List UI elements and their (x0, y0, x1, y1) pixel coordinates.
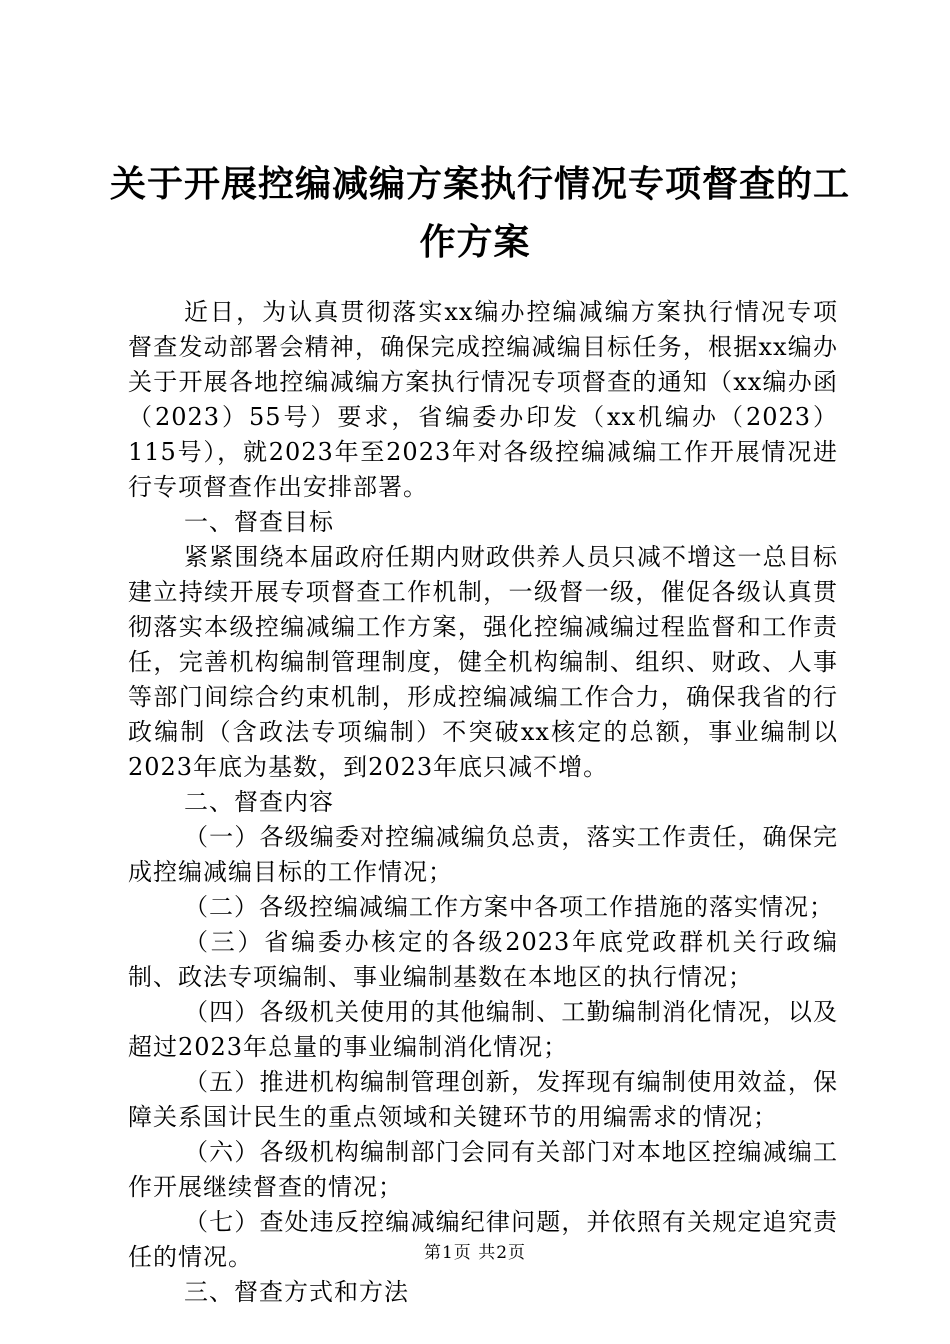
content-item-1: （一）各级编委对控编减编负总责，落实工作责任，确保完成控编减编目标的工作情况； (128, 823, 838, 886)
intro-paragraph: 近日，为认真贯彻落实xx编办控编减编方案执行情况专项督查发动部署会精神，确保完成控编减编目标任务，根据xx编办关于开展各地控编减编方案执行情况专项督查的通知（xx编办函（2023）55号）要求，省编委办印发（xx机编办（2023）115号），就2023年至2023年对各级控编减编工作开展情况进行专项督查作出安排部署。 (128, 298, 838, 501)
page-footer: 第1页 共2页 (423, 1243, 527, 1263)
content-item-3: （三）省编委办核定的各级2023年底党政群机关行政编制、政法专项编制、事业编制基数在本地区的执行情况； (128, 928, 838, 991)
section-heading-goals: 一、督查目标 (184, 508, 334, 536)
content-item-7: （七）查处违反控编减编纪律问题，并依照有关规定追究责任的情况。 (128, 1208, 838, 1271)
content-item-5: （五）推进机构编制管理创新，发挥现有编制使用效益，保障关系国计民生的重点领域和关键环节的用编需求的情况； (128, 1068, 838, 1131)
content-item-2: （二）各级控编减编工作方案中各项工作措施的落实情况； (184, 893, 834, 921)
goals-paragraph: 紧紧围绕本届政府任期内财政供养人员只减不增这一总目标建立持续开展专项督查工作机制，一级督一级，催促各级认真贯彻落实本级控编减编工作方案，强化控编减编过程监督和工作责任，完善机构编制管理制度，健全机构编制、组织、财政、人事等部门间综合约束机制，形成控编减编工作合力，确保我省的行政编制（含政法专项编制）不突破xx核定的总额，事业编制以2023年底为基数，到2023年底只减不增。 (128, 543, 838, 781)
document-title-line-1: 关于开展控编减编方案执行情况专项督查的工 (110, 164, 851, 205)
content-item-6: （六）各级机构编制部门会同有关部门对本地区控编减编工作开展继续督查的情况； (128, 1138, 838, 1201)
content-item-4: （四）各级机关使用的其他编制、工勤编制消化情况，以及超过2023年总量的事业编制消化情况； (128, 998, 838, 1061)
document-body (128, 295, 838, 1310)
section-heading-methods: 三、督查方式和方法 (184, 1278, 409, 1306)
section-heading-content: 二、督查内容 (184, 788, 334, 816)
document-title-line-2: 作方案 (419, 222, 531, 263)
